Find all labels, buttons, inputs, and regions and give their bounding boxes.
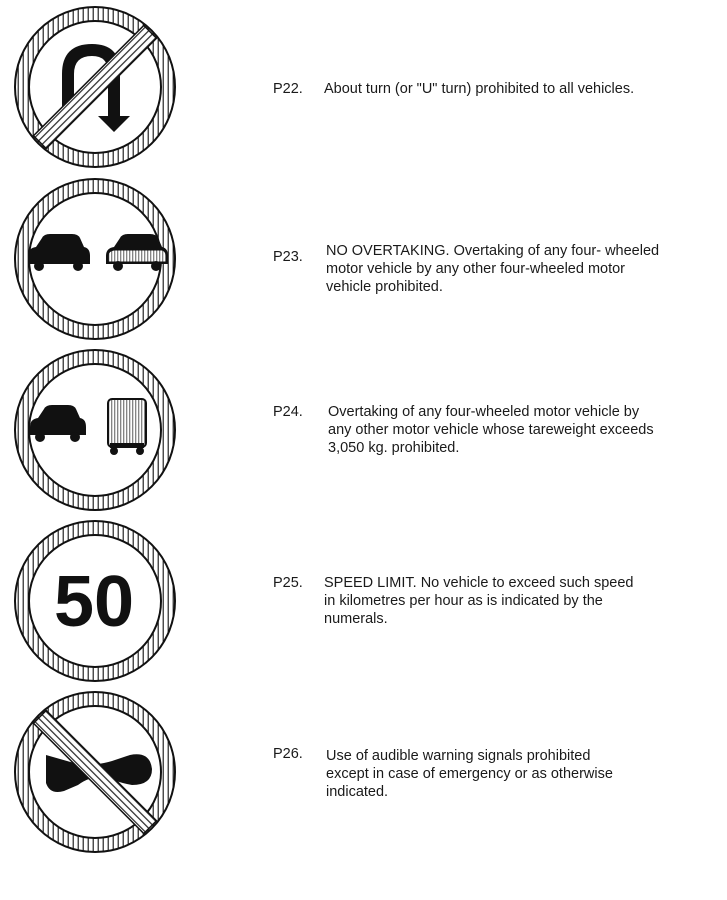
sign-description: Overtaking of any four-wheeled motor vehicle by any other motor vehicle whose tareweight exceeds 3,050 kg. prohibited.: [328, 404, 654, 456]
speed-limit-icon: [12, 518, 178, 684]
no-overtaking-icon: [12, 176, 178, 342]
sign-code: P22.: [273, 81, 303, 97]
sign-row-p24: [0, 347, 727, 517]
u-turn-prohibited-icon: [12, 4, 178, 170]
no-overtaking-heavy-vehicle-icon: [12, 347, 178, 513]
horn-prohibited-icon: [12, 689, 178, 855]
sign-row-p23: [0, 176, 727, 346]
sign-code: P23.: [273, 249, 303, 265]
sign-row-p22: [0, 4, 727, 174]
sign-row-p26: [0, 689, 727, 859]
sign-description: SPEED LIMIT. No vehicle to exceed such speed in kilometres per hour as is indicated by the numerals.: [324, 575, 634, 627]
sign-row-p25: [0, 518, 727, 688]
sign-description: NO OVERTAKING. Overtaking of any four- wheeled motor vehicle by any other four-wheeled motor vehicle prohibited.: [326, 243, 660, 295]
sign-code: P25.: [273, 575, 303, 591]
sign-code: P26.: [273, 746, 303, 762]
sign-code: P24.: [273, 404, 303, 420]
speed-limit-value: 50: [53, 562, 135, 642]
sign-description: About turn (or "U" turn) prohibited to all vehicles.: [324, 81, 635, 97]
sign-description: Use of audible warning signals prohibited except in case of emergency or as otherwise indicated.: [326, 748, 613, 800]
